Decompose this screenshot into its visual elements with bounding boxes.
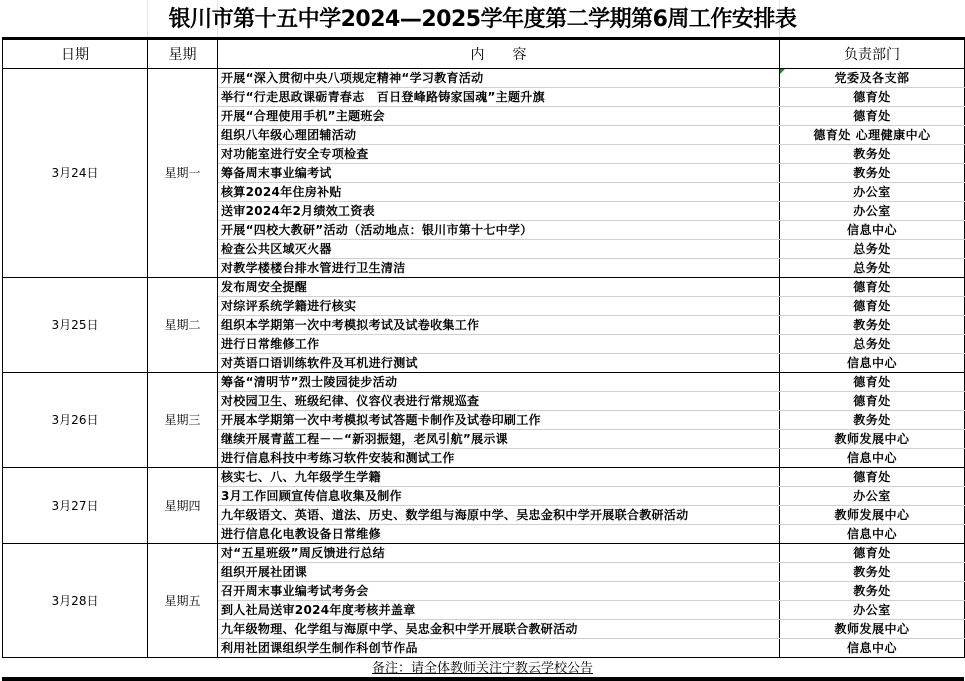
footer-note-text: 备注：请全体教师关注宁教云学校公告 (371, 661, 593, 676)
dept-cell[interactable] (780, 221, 965, 240)
weekday-cell[interactable]: 星期四 (148, 468, 218, 544)
dept-label: 教务处 (853, 413, 891, 427)
dept-cell[interactable] (780, 411, 965, 430)
content-cell[interactable]: 核实七、八、九年级学生学籍 (218, 468, 780, 487)
content-cell[interactable]: 九年级语文、英语、道法、历史、数学组与海原中学、吴忠金积中学开展联合教研活动 (218, 506, 780, 525)
dept-cell[interactable] (780, 449, 965, 468)
dept-cell[interactable] (780, 639, 965, 658)
dept-cell[interactable] (780, 316, 965, 335)
header-row (3, 39, 965, 69)
dept-label: 党委及各支部 (834, 71, 910, 85)
dept-cell[interactable] (780, 145, 965, 164)
dept-cell[interactable] (780, 69, 965, 88)
dept-cell[interactable] (780, 601, 965, 620)
dept-label: 德育处 (853, 394, 891, 408)
dept-label: 办公室 (853, 603, 891, 617)
header-content[interactable]: 内 容 (218, 39, 780, 69)
content-cell[interactable]: 发布周安全提醒 (218, 278, 780, 297)
date-cell[interactable]: 3月25日 (3, 278, 148, 373)
content-cell[interactable]: 九年级物理、化学组与海原中学、吴忠金积中学开展联合教研活动 (218, 620, 780, 639)
content-cell[interactable]: 进行信息化电教设备日常维修 (218, 525, 780, 544)
content-cell[interactable]: 核算2024年住房补贴 (218, 183, 780, 202)
dept-label: 德育处 (853, 470, 891, 484)
dept-cell[interactable] (780, 563, 965, 582)
schedule-table (2, 37, 965, 658)
dept-label: 教务处 (853, 565, 891, 579)
content-cell[interactable]: 对英语口语训练软件及耳机进行测试 (218, 354, 780, 373)
dept-cell[interactable] (780, 88, 965, 107)
content-cell[interactable]: 开展“四校大教研”活动（活动地点：银川市第十七中学） (218, 221, 780, 240)
dept-label: 德育处 (853, 546, 891, 560)
dept-cell[interactable] (780, 468, 965, 487)
dept-cell[interactable] (780, 487, 965, 506)
dept-cell[interactable] (780, 335, 965, 354)
content-cell[interactable]: 开展“深入贯彻中央八项规定精神“学习教育活动 (218, 69, 780, 88)
dept-label: 办公室 (853, 185, 891, 199)
dept-cell[interactable] (780, 164, 965, 183)
weekday-cell[interactable]: 星期五 (148, 544, 218, 658)
content-cell[interactable]: 继续开展青蓝工程－－“新羽振翅，老凤引航”展示课 (218, 430, 780, 449)
cell-comment-indicator-icon (780, 69, 785, 74)
dept-cell[interactable] (780, 525, 965, 544)
dept-cell[interactable] (780, 126, 965, 145)
content-cell[interactable]: 召开周末事业编考试考务会 (218, 582, 780, 601)
dept-cell[interactable] (780, 259, 965, 278)
content-cell[interactable]: 举行“行走思政课砺青春志 百日登峰路铸家国魂”主题升旗 (218, 88, 780, 107)
content-cell[interactable]: 3月工作回顾宣传信息收集及制作 (218, 487, 780, 506)
dept-label: 信息中心 (846, 451, 897, 465)
dept-cell[interactable] (780, 430, 965, 449)
dept-cell[interactable] (780, 183, 965, 202)
dept-label: 教务处 (853, 166, 891, 180)
dept-cell[interactable] (780, 373, 965, 392)
dept-cell[interactable] (780, 392, 965, 411)
content-cell[interactable]: 筹备“清明节”烈士陵园徒步活动 (218, 373, 780, 392)
dept-label: 信息中心 (846, 223, 897, 237)
content-cell[interactable]: 组织八年级心理团辅活动 (218, 126, 780, 145)
dept-label: 信息中心 (846, 641, 897, 655)
dept-label: 德育处 心理健康中心 (813, 128, 931, 142)
weekday-cell[interactable]: 星期三 (148, 373, 218, 468)
dept-label: 德育处 (853, 299, 891, 313)
content-cell[interactable]: 进行日常维修工作 (218, 335, 780, 354)
dept-label: 总务处 (853, 337, 891, 351)
content-cell[interactable]: 组织本学期第一次中考模拟考试及试卷收集工作 (218, 316, 780, 335)
date-cell[interactable]: 3月27日 (3, 468, 148, 544)
dept-cell[interactable] (780, 354, 965, 373)
header-dept[interactable]: 负责部门 (780, 39, 965, 69)
sheet-title[interactable]: 银川市第十五中学2024—2025学年度第二学期第6周工作安排表 (168, 7, 797, 32)
dept-label: 教务处 (853, 147, 891, 161)
content-cell[interactable]: 对功能室进行安全专项检查 (218, 145, 780, 164)
content-cell[interactable]: 对“五星班级”周反馈进行总结 (218, 544, 780, 563)
dept-cell[interactable] (780, 297, 965, 316)
date-cell[interactable]: 3月26日 (3, 373, 148, 468)
bottom-border (2, 677, 964, 681)
dept-label: 德育处 (853, 280, 891, 294)
header-weekday[interactable]: 星期 (148, 39, 218, 69)
dept-label: 教师发展中心 (834, 508, 910, 522)
content-cell[interactable]: 开展本学期第一次中考模拟考试答题卡制作及试卷印刷工作 (218, 411, 780, 430)
table-row (3, 468, 965, 487)
content-cell[interactable]: 对教学楼楼台排水管进行卫生清洁 (218, 259, 780, 278)
content-cell[interactable]: 检查公共区域灭火器 (218, 240, 780, 259)
weekday-cell[interactable]: 星期二 (148, 278, 218, 373)
content-cell[interactable]: 筹备周末事业编考试 (218, 164, 780, 183)
date-cell[interactable]: 3月24日 (3, 69, 148, 278)
dept-label: 教师发展中心 (834, 622, 910, 636)
schedule-body (3, 69, 965, 658)
dept-cell[interactable] (780, 107, 965, 126)
weekday-cell[interactable]: 星期一 (148, 69, 218, 278)
dept-label: 德育处 (853, 375, 891, 389)
content-cell[interactable]: 到人社局送审2024年度考核并盖章 (218, 601, 780, 620)
dept-cell[interactable] (780, 582, 965, 601)
content-cell[interactable]: 对校园卫生、班级纪律、仪容仪表进行常规巡查 (218, 392, 780, 411)
content-cell[interactable]: 开展“合理使用手机”主题班会 (218, 107, 780, 126)
dept-cell[interactable] (780, 506, 965, 525)
content-cell[interactable]: 利用社团课组织学生制作科创节作品 (218, 639, 780, 658)
dept-label: 教师发展中心 (834, 432, 910, 446)
dept-cell[interactable] (780, 278, 965, 297)
content-cell[interactable]: 送审2024年2月绩效工资表 (218, 202, 780, 221)
table-row (3, 544, 965, 563)
table-row (3, 278, 965, 297)
dept-cell[interactable] (780, 620, 965, 639)
date-cell[interactable]: 3月28日 (3, 544, 148, 658)
dept-label: 德育处 (853, 109, 891, 123)
dept-label: 办公室 (853, 204, 891, 218)
table-row (3, 69, 965, 88)
dept-cell[interactable] (780, 240, 965, 259)
dept-label: 信息中心 (846, 356, 897, 370)
header-date[interactable]: 日期 (3, 39, 148, 69)
dept-label: 教务处 (853, 584, 891, 598)
content-cell[interactable]: 进行信息科技中考练习软件安装和测试工作 (218, 449, 780, 468)
dept-label: 信息中心 (846, 527, 897, 541)
dept-cell[interactable] (780, 544, 965, 563)
dept-label: 教务处 (853, 318, 891, 332)
dept-label: 德育处 (853, 90, 891, 104)
content-cell[interactable]: 组织开展社团课 (218, 563, 780, 582)
footer-note[interactable] (2, 661, 963, 677)
dept-cell[interactable] (780, 202, 965, 221)
table-row (3, 373, 965, 392)
dept-label: 总务处 (853, 261, 891, 275)
content-cell[interactable]: 对综评系统学籍进行核实 (218, 297, 780, 316)
dept-label: 办公室 (853, 489, 891, 503)
dept-label: 总务处 (853, 242, 891, 256)
